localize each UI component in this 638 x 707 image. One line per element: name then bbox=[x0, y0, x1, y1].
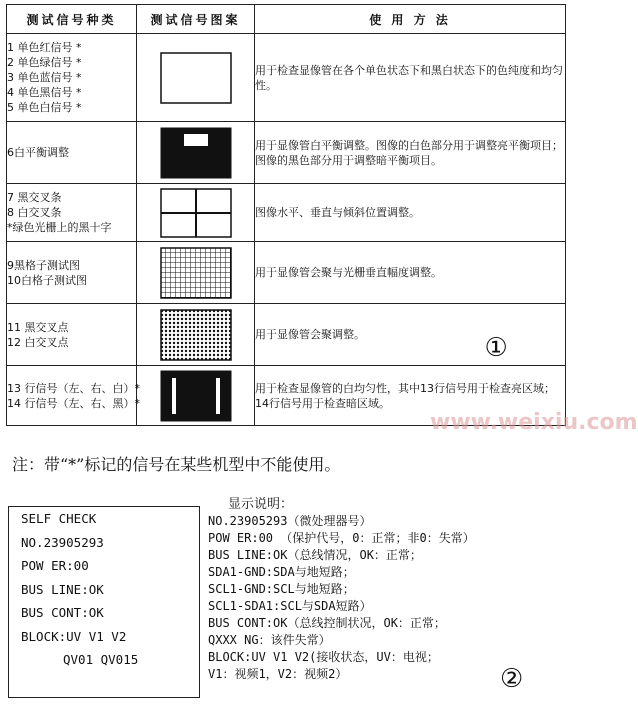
signal-item: 8 白交叉条 bbox=[7, 206, 62, 219]
self-check-line: NO.23905293 bbox=[21, 534, 104, 550]
usage-text: 用于检查显像管的白均匀性，其中13行信号用于检查亮区域；14行信号用于检查暗区域。 bbox=[255, 366, 566, 426]
signal-item: 9黑格子测试图 bbox=[7, 258, 80, 272]
explanation-line: POW ER:00 （保护代号，0：正常；非0：失常） bbox=[208, 531, 475, 545]
header-signal-type: 测试信号种类 bbox=[7, 5, 137, 34]
signal-item: 7 黑交叉条 bbox=[7, 191, 62, 204]
self-check-screen bbox=[8, 506, 200, 698]
table-row bbox=[7, 304, 566, 366]
signal-list bbox=[7, 242, 137, 304]
self-check-line: POW ER:00 bbox=[21, 558, 89, 573]
table-row bbox=[7, 184, 566, 242]
signal-item: 4 单色黑信号 * bbox=[7, 86, 82, 99]
explanation-line: QXXX NG：该件失常） bbox=[208, 633, 331, 647]
blank-pattern bbox=[160, 52, 232, 104]
signal-item: 11 黑交叉点 bbox=[7, 320, 69, 334]
explanation-line: NO.23905293（微处理器号） bbox=[208, 514, 372, 528]
pattern-cell bbox=[137, 34, 255, 122]
explanation-line: SCL1-SDA1:SCL与SDA短路） bbox=[208, 599, 372, 613]
table-row bbox=[7, 242, 566, 304]
signal-item: 12 白交叉点 bbox=[7, 335, 69, 349]
explanation-line: BLOCK:UV V1 V2(接收状态，UV：电视； bbox=[208, 650, 439, 664]
circle-number-2: ② bbox=[500, 664, 524, 694]
table-row bbox=[7, 34, 566, 122]
signal-item: 14 行信号（左、右、黑）* bbox=[7, 396, 140, 410]
self-check-line: BLOCK:UV V1 V2 bbox=[21, 628, 127, 644]
explanation-line: SCL1-GND:SCL与地短路； bbox=[208, 582, 355, 596]
explanation-title: 显示说明： bbox=[228, 497, 294, 512]
self-check-line: BUS LINE:OK bbox=[21, 581, 104, 597]
explanation bbox=[208, 496, 475, 683]
usage-label: 用于显像管会聚调整。 bbox=[255, 328, 365, 341]
table-row bbox=[7, 122, 566, 184]
circle-number-1: ① bbox=[484, 332, 508, 363]
white-balance-pattern bbox=[160, 127, 232, 179]
bars-pattern bbox=[160, 370, 232, 422]
explanation-line: SDA1-GND:SDA与地短路； bbox=[208, 565, 355, 579]
pattern-cell bbox=[137, 366, 255, 426]
explanation-line: BUS CONT:OK（总线控制状况，OK：正常； bbox=[208, 616, 446, 630]
usage-text: 用于检查显像管在各个单色状态下和黑白状态下的色纯度和均匀性。 bbox=[255, 34, 566, 122]
usage-text bbox=[255, 304, 566, 366]
signal-list bbox=[7, 184, 137, 242]
signal-list bbox=[7, 34, 137, 122]
explanation-line: V1：视频1，V2：视频2） bbox=[208, 667, 348, 681]
self-check-line: BUS CONT:OK bbox=[21, 605, 104, 620]
grid-pattern bbox=[160, 247, 232, 299]
watermark: www.weixiu.com bbox=[430, 410, 638, 435]
cross-pattern bbox=[160, 188, 232, 238]
table-header-row bbox=[7, 5, 566, 34]
signal-item: 6白平衡调整 bbox=[7, 146, 69, 159]
signal-table bbox=[6, 4, 566, 426]
pattern-cell bbox=[137, 184, 255, 242]
usage-text: 用于显像管白平衡调整。图像的白色部分用于调整亮平衡项目；图像的黑色部分用于调整暗平衡项目。 bbox=[255, 122, 566, 184]
explanation-line: BUS LINE:OK（总线情况，OK：正常； bbox=[208, 548, 422, 562]
signal-item: *绿色光栅上的黑十字 bbox=[7, 221, 112, 234]
usage-text: 用于显像管会聚与光栅垂直幅度调整。 bbox=[255, 242, 566, 304]
signal-list bbox=[7, 122, 137, 184]
usage-text: 图像水平、垂直与倾斜位置调整。 bbox=[255, 184, 566, 242]
signal-list bbox=[7, 304, 137, 366]
signal-item: 10白格子测试图 bbox=[7, 273, 87, 287]
header-signal-pattern: 测试信号图案 bbox=[137, 5, 255, 34]
self-check-line: QV01 QV015 bbox=[63, 652, 139, 667]
signal-item: 2 单色绿信号 * bbox=[7, 56, 82, 69]
signal-list bbox=[7, 366, 140, 426]
pattern-cell bbox=[137, 304, 255, 366]
signal-item: 3 单色蓝信号 * bbox=[7, 71, 82, 84]
signal-item: 13 行信号（左、右、白）* bbox=[7, 381, 140, 395]
signal-item: 5 单色白信号 * bbox=[7, 101, 82, 114]
dots-pattern bbox=[160, 309, 232, 361]
self-check-line: SELF CHECK bbox=[21, 511, 97, 526]
pattern-cell bbox=[137, 122, 255, 184]
footnote: 注：带“*”标记的信号在某些机型中不能使用。 bbox=[12, 455, 341, 474]
signal-item: 1 单色红信号 * bbox=[7, 41, 82, 54]
pattern-cell bbox=[137, 242, 255, 304]
header-usage: 使 用 方 法 bbox=[255, 5, 566, 34]
